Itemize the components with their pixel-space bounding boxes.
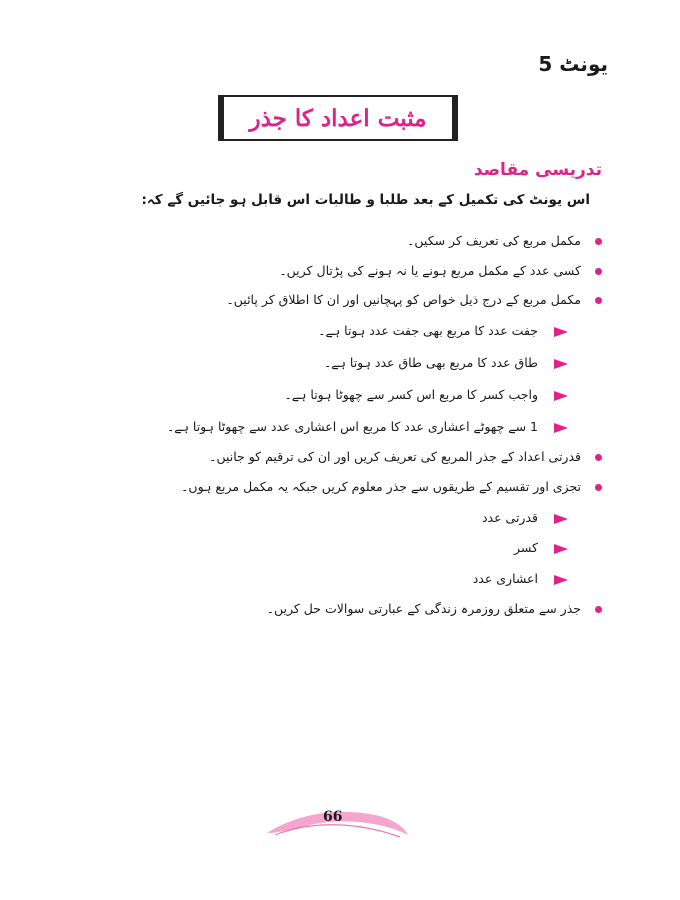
list-item [482,510,568,525]
arrow-icon [554,359,568,369]
list-item-text: طاق عدد کا مربع بھی طاق عدد ہوتا ہے۔ [323,355,538,370]
list-item [267,601,602,616]
arrow-icon [554,391,568,401]
bullet-icon [595,238,602,245]
page-number: 66 [323,809,343,825]
list-item-text: جفت عدد کا مربع بھی جفت عدد ہوتا ہے۔ [318,323,538,338]
list-item-text: واجب کسر کا مربع اس کسر سے چھوٹا ہوتا ہے۔ [284,387,538,402]
bullet-icon [595,454,602,461]
page-title: مثبت اعداد کا جذر [249,104,427,132]
bullet-icon [595,268,602,275]
list-item-text: قدرتی عدد [481,510,538,525]
list-item-text: مکمل مربع کی تعریف کر سکیں۔ [407,233,581,248]
title-box [218,95,458,141]
bullet-icon [595,606,602,613]
list-item [324,355,568,370]
list-item-text: اعشاری عدد [472,571,538,586]
list-item [514,540,568,555]
arrow-icon [554,544,568,554]
list-item [226,292,602,307]
list-item [279,263,602,278]
list-item-text: مکمل مربع کے درج ذیل خواص کو پہچانیں اور ان کا اطلاق کر پائیں۔ [226,292,581,307]
page-number-area [265,805,410,845]
intro-text: اس یونٹ کی تکمیل کے بعد طلبا و طالبات اس قابل ہو جائیں گے کہ: [141,192,590,208]
list-item [181,479,602,494]
arrow-icon [554,327,568,337]
list-item-text: کسی عدد کے مکمل مربع ہونے یا نہ ہونے کی پڑتال کریں۔ [279,263,581,278]
list-item [407,233,602,248]
arrow-icon [554,575,568,585]
list-item-text: تجزی اور تقسیم کے طریقوں سے جذر معلوم کریں جبکہ یہ مکمل مربع ہوں۔ [181,479,581,494]
section-heading: تدریسی مقاصد [473,160,602,180]
list-item [284,387,568,402]
bullet-icon [595,484,602,491]
list-item [167,419,568,434]
list-item-text: کسر [514,540,538,555]
unit-heading: یونٹ 5 [538,52,608,76]
list-item-text: جذر سے متعلق روزمرہ زندگی کے عبارتی سوالات حل کریں۔ [266,601,581,616]
list-item-text: قدرتی اعداد کے جذر المربع کی تعریف کریں اور ان کی ترقیم کو جانیں۔ [209,449,581,464]
list-item [318,323,568,338]
bullet-icon [595,297,602,304]
list-item [473,571,568,586]
arrow-icon [554,514,568,524]
arrow-icon [554,423,568,433]
list-item [209,449,602,464]
list-item-text: 1 سے چھوٹے اعشاری عدد کا مربع اس اعشاری عدد سے چھوٹا ہوتا ہے۔ [166,419,538,434]
